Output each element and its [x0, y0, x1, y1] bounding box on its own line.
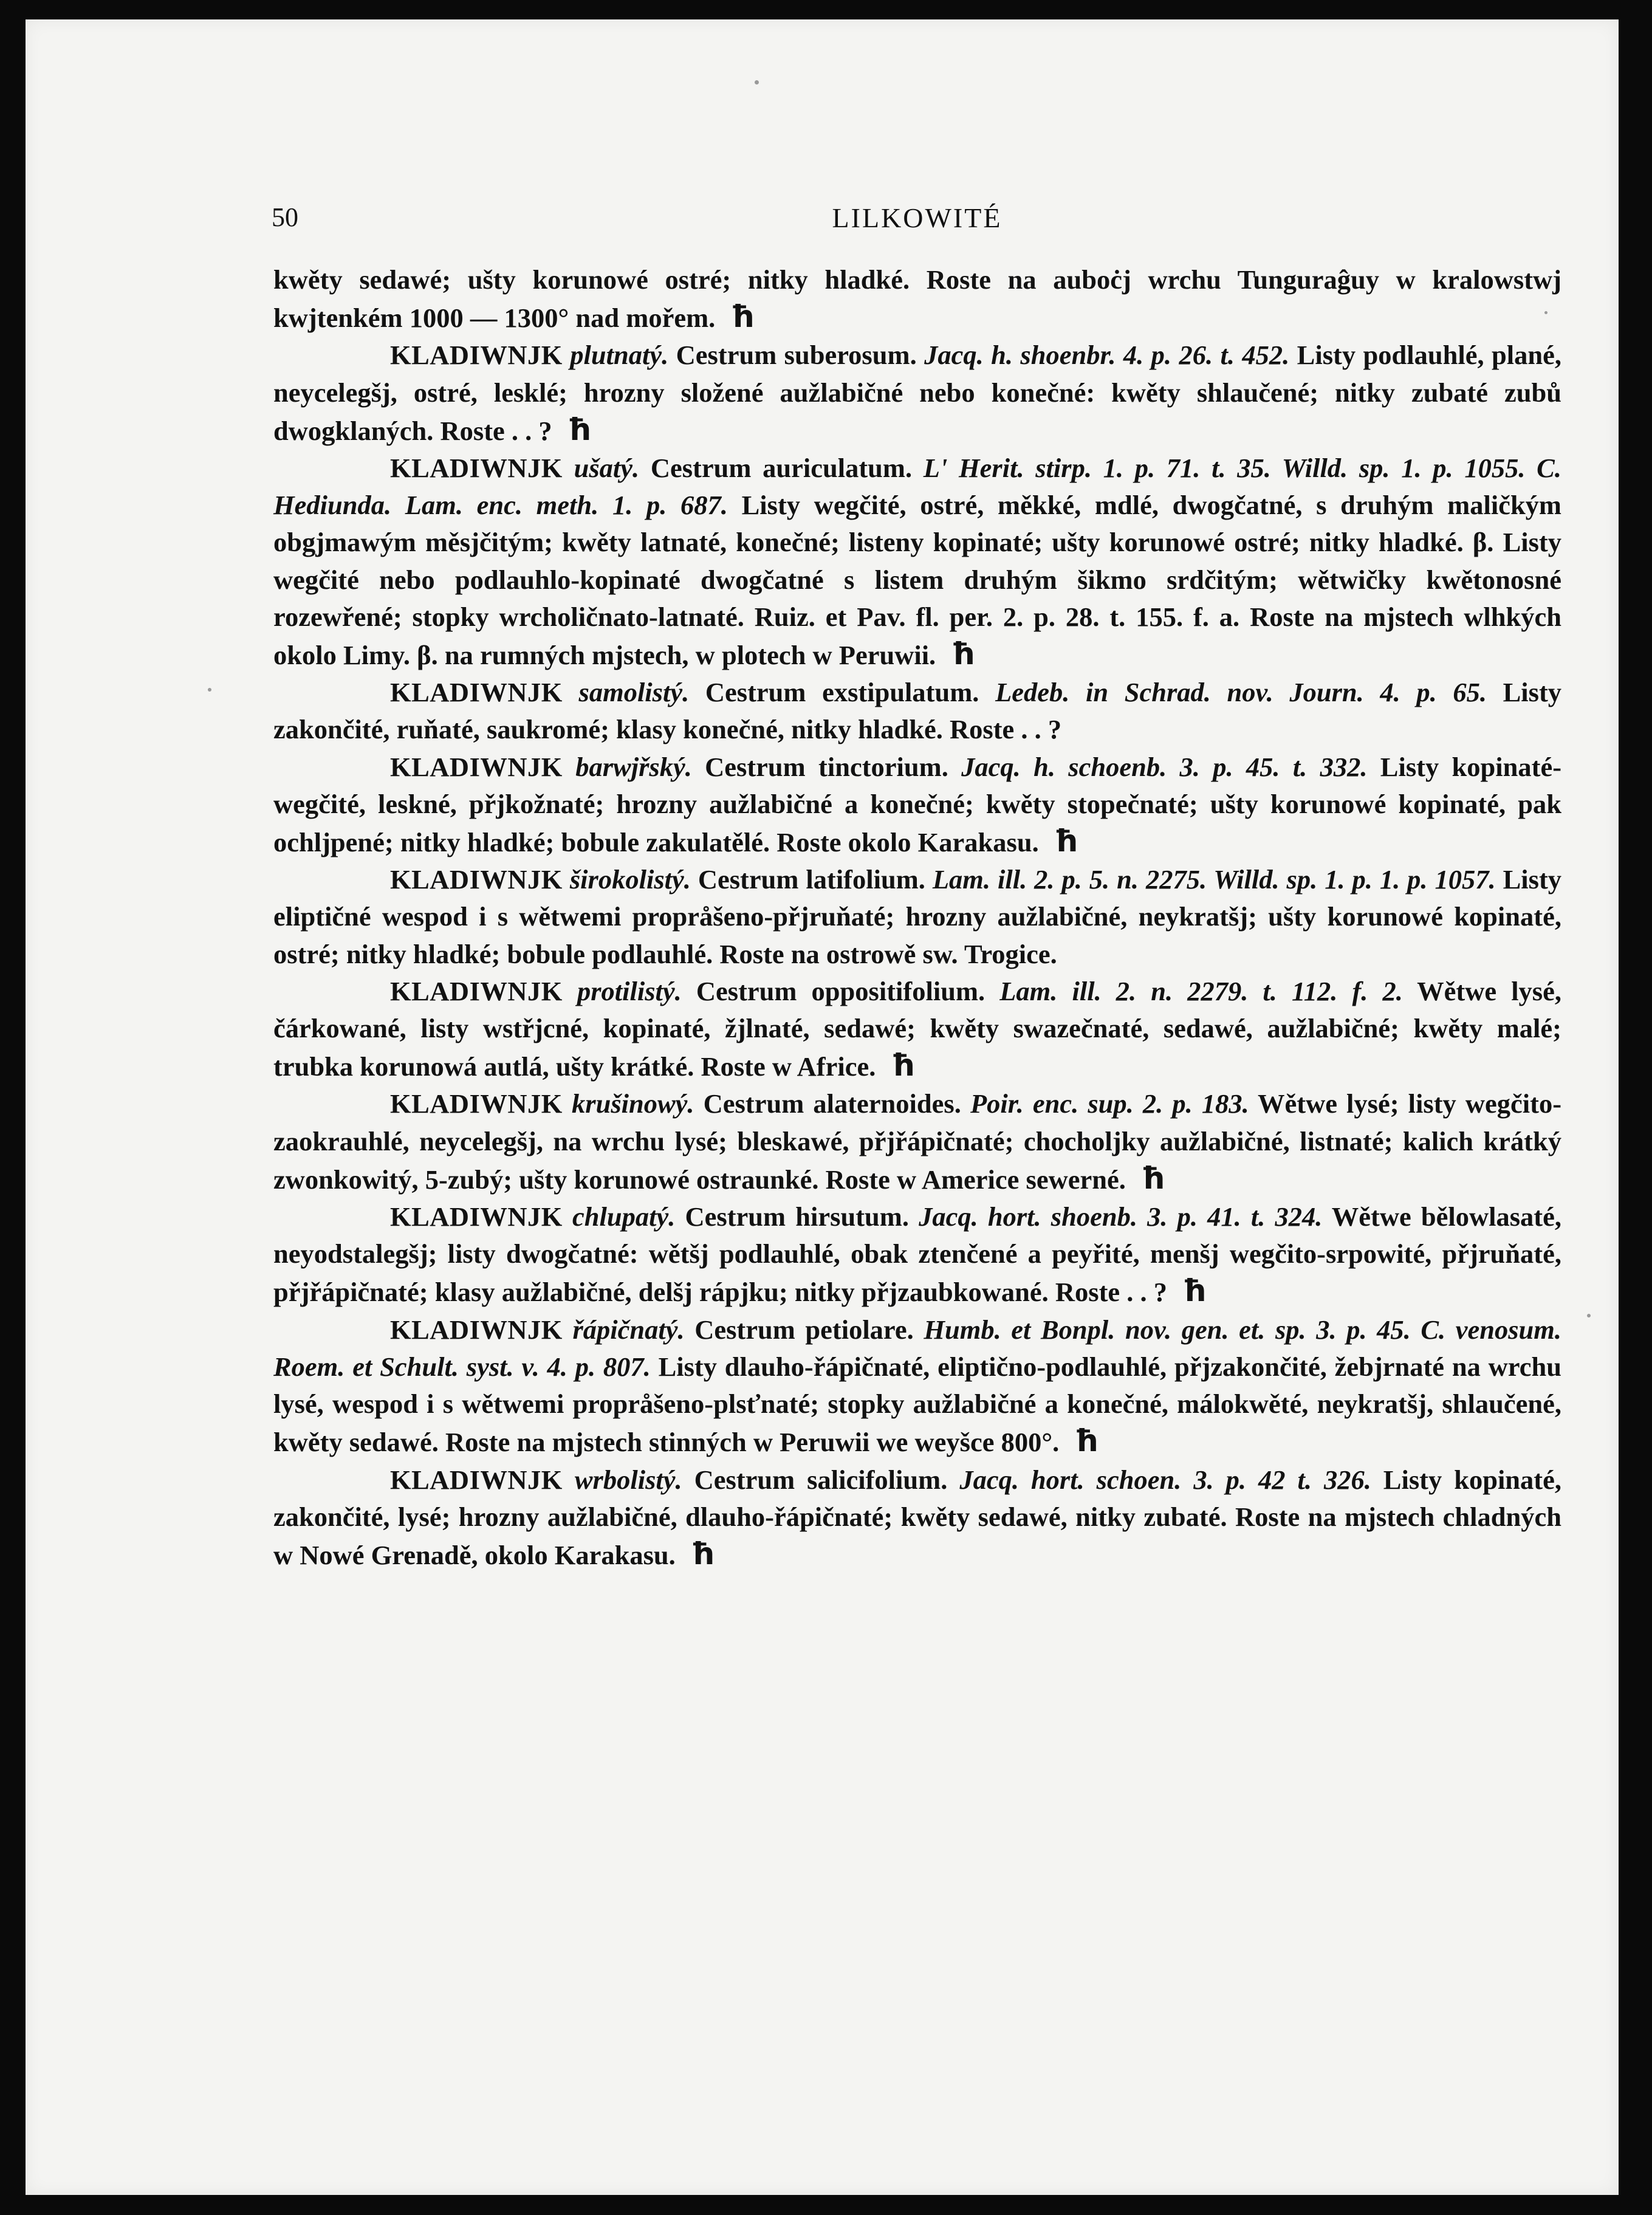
entry-genus: KLADIWNJK: [390, 340, 563, 371]
entry-description: Listy kopinaté, zakončité, lysé; hrozny aužlabičné, dlauho-řápičnaté; kwěty sedawé, nitky zubaté.: [273, 1464, 1561, 1532]
entry-genus: KLADIWNJK: [390, 751, 563, 782]
page-header: [272, 202, 1563, 250]
shrub-symbol-icon: ħ: [1054, 823, 1078, 859]
entry-description: Listy podlauhlé, plané, neycelegšj, ostré, lesklé; hrozny složené aužlabičné nebo konečné: kwěty shlaučené; nitky zubaté zubů dwogklaných.: [273, 340, 1561, 446]
entry-description: Wětwe lysé, čárkowané, listy wstřjcné, kopinaté, žjlnaté, sedawé; kwěty swazečnaté, sedawé, aužlabičné; kwěty malé; trubka korunowá autlá, ušty krátké.: [273, 975, 1561, 1082]
entry-oppositifolium: [273, 973, 1561, 1086]
paper-speck: [755, 80, 759, 84]
intro-paragraph: [273, 261, 1561, 337]
entry-habitat: Roste w Africe.: [701, 1051, 876, 1082]
intro-text: kwěty sedawé; ušty korunowé ostré; nitky hladké. Roste na auboċj wrchu Tunguraĝuy w kralowstwj kwjtenkém 1000 — 1300° nad mořem.: [273, 264, 1561, 334]
entry-species: krušinowý.: [572, 1088, 694, 1119]
entry-description: Listy wegčité, ostré, měkké, mdlé, dwogčatné, s druhým maličkým obgjmawým měsjčitým; kwěty latnaté, konečné; listeny kopinaté; ušty korunowé ostré; nitky hladké. β. Listy wegčité nebo podlauhlo-kopinaté dwogčatné s listem druhým šikmo srdčitým; wětwičky kwětonosné rozewřené; stopky wrcholičnato-latnaté. Ruiz. et Pav. fl. per. 2. p. 28. t. 155. f. a.: [273, 490, 1562, 632]
entry-reference: Jacq. h. schoenb. 3. p. 45. t. 332.: [961, 751, 1368, 782]
entry-reference: Ledeb. in Schrad. nov. Journ. 4. p. 65.: [995, 677, 1487, 708]
entry-genus: KLADIWNJK: [390, 864, 563, 895]
shrub-symbol-icon: ħ: [1074, 1423, 1098, 1459]
shrub-symbol-icon: ħ: [1182, 1273, 1207, 1309]
entry-latin-name: Cestrum auriculatum.: [650, 453, 913, 484]
entry-reference: Poir. enc. sup. 2. p. 183.: [970, 1088, 1249, 1119]
entry-latin-name: Cestrum suberosum.: [676, 340, 917, 371]
entry-habitat: Roste w Americe sewerné.: [825, 1164, 1126, 1195]
entry-suberosum: [273, 337, 1561, 450]
entry-species: wrbolistý.: [574, 1464, 682, 1495]
entry-habitat: Roste . . ?: [440, 415, 552, 446]
entry-genus: KLADIWNJK: [390, 1314, 563, 1345]
page-body: [273, 261, 1561, 1574]
paper-speck: [1587, 1314, 1591, 1317]
entry-latin-name: Cestrum latifolium.: [697, 864, 925, 895]
page-number: 50: [272, 202, 298, 232]
entry-habitat: Roste . . ?: [950, 714, 1062, 745]
entry-habitat: Roste na mjstech wlhkých okolo Limy. β. na rumných mjstech, w plotech w Peruwii.: [273, 601, 1562, 671]
entry-habitat: Roste okolo Karakasu.: [776, 827, 1039, 858]
entry-species: plutnatý.: [570, 340, 669, 371]
entry-auriculatum: [273, 450, 1561, 674]
paper-speck: [208, 688, 211, 692]
entry-salicifolium: [273, 1461, 1561, 1575]
entry-description: Listy kopinaté-wegčité, leskné, přjkožnaté; hrozny aužlabičné a konečné; kwěty stopečnaté; ušty korunowé kopinaté, pak ochljpené; nitky hladké; bobule zakulatělé.: [273, 751, 1562, 858]
entry-latin-name: Cestrum petiolare.: [694, 1314, 914, 1345]
entry-tinctorium: [273, 749, 1561, 862]
entry-species: samolistý.: [578, 677, 690, 708]
entry-reference: L' Herit. stirp. 1. p. 71. t. 35. Willd. sp. 1. p. 1055. C. Hediunda. Lam. enc. meth. 1. p. 687.: [273, 453, 1561, 521]
entry-latin-name: Cestrum oppositifolium.: [696, 975, 985, 1006]
entry-exstipulatum: [273, 674, 1561, 748]
entry-latin-name: Cestrum exstipulatum.: [705, 677, 979, 708]
book-page: [26, 19, 1619, 2195]
entry-habitat: Roste na ostrowě sw. Trogice.: [719, 938, 1057, 969]
shrub-symbol-icon: ħ: [567, 411, 592, 447]
entry-latin-name: Cestrum tinctorium.: [705, 751, 948, 782]
shrub-symbol-icon: ħ: [951, 636, 975, 672]
shrub-symbol-icon: ħ: [730, 299, 755, 335]
entry-species: řápičnatý.: [572, 1314, 685, 1345]
entry-latifolium: [273, 861, 1561, 973]
entry-species: chlupatý.: [572, 1201, 676, 1232]
entry-habitat: Roste na mjstech chladných w Nowé Grenadě, okolo Karakasu.: [273, 1501, 1562, 1570]
entry-species: ušatý.: [574, 453, 640, 484]
entry-species: protilistý.: [577, 975, 682, 1006]
entry-latin-name: Cestrum alaternoides.: [703, 1088, 961, 1119]
entry-latin-name: Cestrum hirsutum.: [685, 1201, 909, 1232]
entry-species: širokolistý.: [569, 864, 691, 895]
entry-genus: KLADIWNJK: [390, 1088, 563, 1119]
paper-speck: [1544, 311, 1547, 314]
entry-description: Listy eliptičné wespod i s wětwemi propråšeno-přjruňaté; hrozny aužlabičné, neykratšj; ušty korunowé kopinaté, ostré; nitky hladké; bobule podlauhlé.: [273, 864, 1562, 969]
entry-description: Wětwe bělowlasaté, neyodstalegšj; listy dwogčatné: wětšj podlauhlé, obak ztenčené a peyřité, menšj wegčito-srpowité, přjruňaté, přjřápičnaté; klasy aužlabičné, delšj rápjku; nitky přjzaubkowané.: [273, 1201, 1561, 1308]
entry-species: barwjřský.: [575, 751, 692, 782]
entry-habitat: Roste . . ?: [1055, 1277, 1168, 1308]
entry-description: Listy dlauho-řápičnaté, eliptično-podlauhlé, přjzakončité, žebjrnaté na wrchu lysé, wespod i s wětwemi propråšeno-plsťnaté; stopky aužlabičné a konečné, málokwěté, neykratšj, shlaučené, kwěty sedawé.: [273, 1351, 1561, 1458]
entry-genus: KLADIWNJK: [390, 677, 563, 708]
entry-description: Wětwe lysé; listy wegčito-zaokrauhlé, neycelegšj, na wrchu lysé; bleskawé, přjřápičnaté; chocholjky aužlabičné, listnaté; kalich krátký zwonkowitý, 5-zubý; ušty korunowé ostraunké.: [273, 1088, 1562, 1195]
entry-description: Listy zakončité, ruňaté, saukromé; klasy konečné, nitky hladké.: [273, 677, 1562, 745]
entry-genus: KLADIWNJK: [390, 1464, 563, 1495]
entry-alaternoides: [273, 1085, 1561, 1198]
entry-reference: Lam. ill. 2. p. 5. n. 2275. Willd. sp. 1. p. 1. p. 1057.: [932, 864, 1496, 895]
entry-reference: Lam. ill. 2. n. 2279. t. 112. f. 2.: [999, 975, 1403, 1006]
entry-reference: Jacq. hort. shoenb. 3. p. 41. t. 324.: [919, 1201, 1323, 1232]
entry-latin-name: Cestrum salicifolium.: [694, 1464, 948, 1495]
entry-petiolare: [273, 1311, 1561, 1461]
shrub-symbol-icon: ħ: [690, 1536, 715, 1571]
entry-reference: Jacq. hort. schoen. 3. p. 42 t. 326.: [959, 1464, 1371, 1495]
entry-reference: Humb. et Bonpl. nov. gen. et. sp. 3. p. 45. C. venosum. Roem. et Schult. syst. v. 4. p. 807.: [273, 1314, 1562, 1382]
entry-genus: KLADIWNJK: [390, 1201, 563, 1232]
entry-hirsutum: [273, 1198, 1561, 1311]
entry-genus: KLADIWNJK: [390, 975, 563, 1006]
entry-genus: KLADIWNJK: [390, 453, 563, 484]
running-title: LILKOWITÉ: [832, 202, 1003, 233]
shrub-symbol-icon: ħ: [891, 1048, 916, 1083]
shrub-symbol-icon: ħ: [1141, 1160, 1165, 1196]
entry-reference: Jacq. h. shoenbr. 4. p. 26. t. 452.: [924, 340, 1290, 371]
entry-habitat: Roste na mjstech stinných w Peruwii we weyšce 800°.: [445, 1427, 1060, 1458]
